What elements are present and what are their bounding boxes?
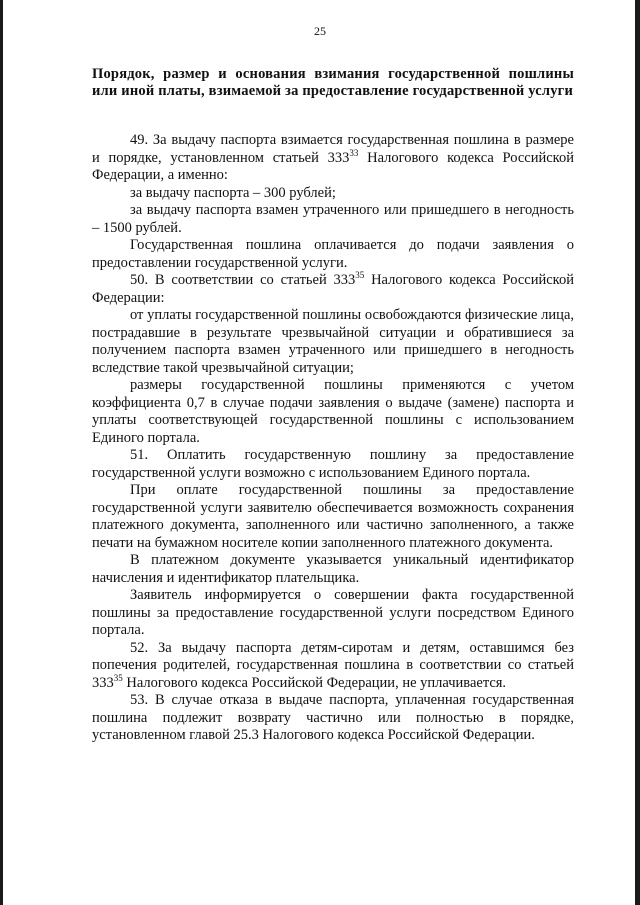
fee-item-replacement: за выдачу паспорта взамен утраченного или пришедшего в негодность – 1500 рублей.: [92, 202, 574, 236]
payment-timing-paragraph: Государственная пошлина оплачивается до подачи заявления о предоставлении государственной услуги.: [92, 237, 574, 271]
notification-paragraph: Заявитель информируется о совершении факта государственной пошлины за предоставление государственной услуги посредством Единого портала.: [92, 587, 574, 638]
scan-border-right: [635, 0, 640, 905]
scan-border-left: [0, 0, 3, 905]
paragraph-51: 51. Оплатить государственную пошлину за предоставление государственной услуги возможно с использованием Единого портала.: [92, 447, 574, 481]
paragraph-52: 52. За выдачу паспорта детям-сиротам и детям, оставшимся без попечения родителей, государственная пошлина в соответствии со статьей $333^{35}$ Налогового кодекса Российской Федерации, не уплачивается.: [92, 639, 574, 691]
paragraph-50: 50. В соответствии со статьей $333^{35}$ Налогового кодекса Российской Федерации:: [92, 270, 574, 306]
page-number: 25: [314, 24, 326, 38]
section-heading: Порядок, размер и основания взимания государственной пошлины или иной платы, взимаемой за предоставление государственной услуги: [92, 66, 574, 99]
payment-document-paragraph: При оплате государственной пошлины за предоставление государственной услуги заявителю обеспечивается возможность сохранения платежного документа, заполненного или частично заполненного, а также печати на бумажном носителе копии заполненного платежного документа.: [92, 482, 574, 551]
document-body: [92, 132, 574, 745]
exemption-paragraph: от уплаты государственной пошлины освобождаются физические лица, пострадавшие в результате чрезвычайной ситуации и обратившиеся за получением паспорта взамен утраченного или пришедшего в негодность вследствие такой чрезвычайной ситуации;: [92, 307, 574, 376]
fee-item-passport: за выдачу паспорта – 300 рублей;: [130, 184, 336, 201]
identifier-paragraph: В платежном документе указывается уникальный идентификатор начисления и идентификатор плательщика.: [92, 552, 574, 586]
paragraph-53: 53. В случае отказа в выдаче паспорта, уплаченная государственная пошлина подлежит возврату частично или полностью в порядке, установленном главой 25.3 Налогового кодекса Российской Федерации.: [92, 692, 574, 743]
paragraph-49: 49. За выдачу паспорта взимается государственная пошлина в размере и порядке, установленном статьей $333^{33}$ Налогового кодекса Российской Федерации, а именно:: [92, 132, 574, 183]
coefficient-paragraph: размеры государственной пошлины применяются с учетом коэффициента 0,7 в случае подачи заявления о выдаче (замене) паспорта и уплаты соответствующей государственной пошлины с использованием Единого портала.: [92, 377, 574, 446]
